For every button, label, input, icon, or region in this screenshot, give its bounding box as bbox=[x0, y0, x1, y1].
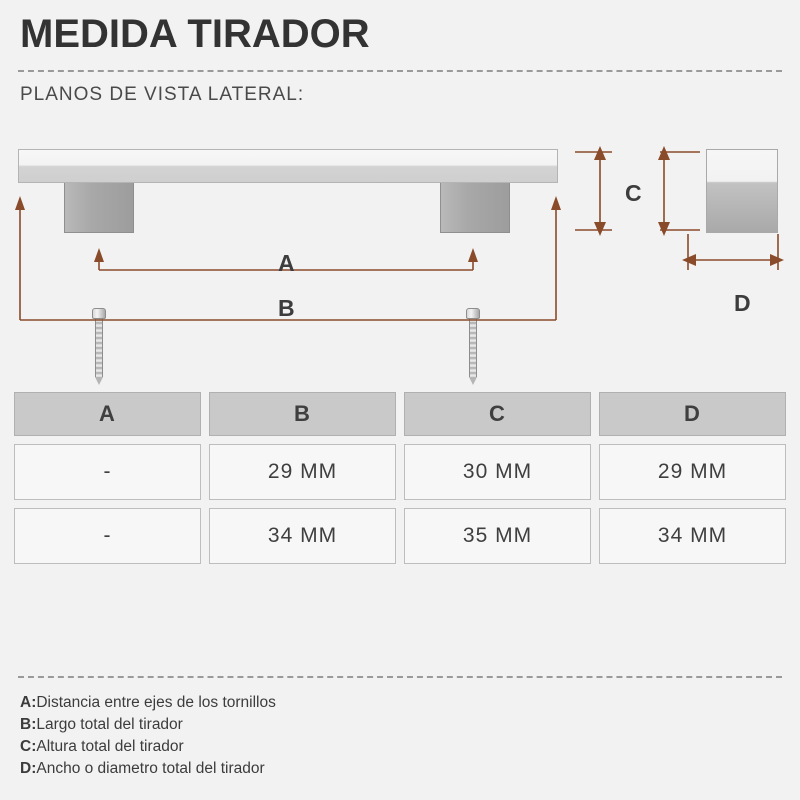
table-header-row bbox=[14, 392, 786, 436]
table-row bbox=[14, 444, 786, 500]
divider-top bbox=[18, 70, 782, 72]
table-cell: - bbox=[14, 444, 201, 500]
dimension-label-a: A bbox=[278, 250, 295, 276]
legend-key: B: bbox=[20, 716, 37, 733]
legend-item bbox=[20, 736, 780, 758]
table-cell: 34 MM bbox=[209, 508, 396, 564]
table-cell: 29 MM bbox=[209, 444, 396, 500]
table-header-d: D bbox=[599, 392, 786, 436]
table-cell: - bbox=[14, 508, 201, 564]
page-title: MEDIDA TIRADOR bbox=[20, 12, 370, 56]
legend-item bbox=[20, 714, 780, 736]
legend bbox=[20, 692, 780, 780]
table-cell: 34 MM bbox=[599, 508, 786, 564]
legend-key: C: bbox=[20, 738, 37, 755]
divider-bottom bbox=[18, 676, 782, 678]
table-header-b: B bbox=[209, 392, 396, 436]
table-cell: 35 MM bbox=[404, 508, 591, 564]
table-header-a: A bbox=[14, 392, 201, 436]
table-row bbox=[14, 508, 786, 564]
section-subtitle: PLANOS DE VISTA LATERAL: bbox=[20, 84, 305, 105]
table-cell: 29 MM bbox=[599, 444, 786, 500]
legend-text: Largo total del tirador bbox=[36, 716, 183, 733]
legend-text: Distancia entre ejes de los tornillos bbox=[36, 694, 276, 711]
measurements-table bbox=[14, 392, 786, 572]
dimension-lines bbox=[0, 130, 800, 380]
legend-key: D: bbox=[20, 760, 37, 777]
table-cell: 30 MM bbox=[404, 444, 591, 500]
technical-drawing bbox=[0, 130, 800, 380]
legend-key: A: bbox=[20, 694, 37, 711]
dimension-label-b: B bbox=[278, 295, 295, 321]
dimension-label-c: C bbox=[625, 180, 642, 206]
table-header-c: C bbox=[404, 392, 591, 436]
dimension-label-d: D bbox=[734, 290, 751, 316]
legend-text: Altura total del tirador bbox=[36, 738, 184, 755]
legend-item bbox=[20, 692, 780, 714]
legend-item bbox=[20, 758, 780, 780]
legend-text: Ancho o diametro total del tirador bbox=[36, 760, 265, 777]
